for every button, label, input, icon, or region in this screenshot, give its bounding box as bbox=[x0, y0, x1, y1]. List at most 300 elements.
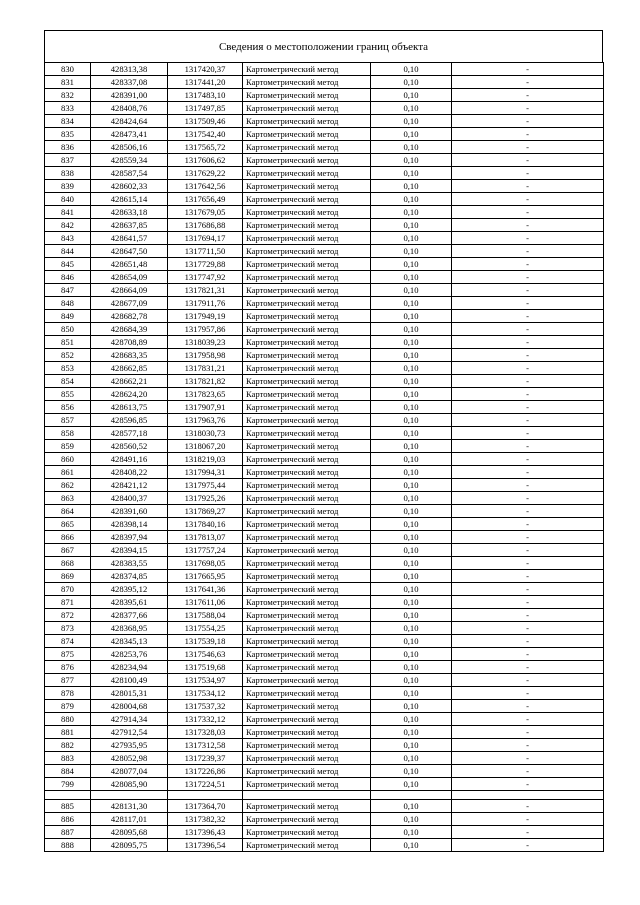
method-cell: Картометрический метод bbox=[243, 700, 371, 713]
y-coordinate-cell: 1317226,86 bbox=[168, 765, 243, 778]
method-cell: Картометрический метод bbox=[243, 180, 371, 193]
y-coordinate-cell: 1318039,23 bbox=[168, 336, 243, 349]
x-coordinate-cell: 428683,35 bbox=[91, 349, 168, 362]
table-row bbox=[45, 271, 604, 284]
accuracy-cell: 0,10 bbox=[371, 713, 452, 726]
accuracy-cell: 0,10 bbox=[371, 505, 452, 518]
x-coordinate-cell: 428647,50 bbox=[91, 245, 168, 258]
x-coordinate-cell: 428613,75 bbox=[91, 401, 168, 414]
table-row bbox=[45, 180, 604, 193]
y-coordinate-cell: 1317747,92 bbox=[168, 271, 243, 284]
method-cell: Картометрический метод bbox=[243, 102, 371, 115]
x-coordinate-cell: 428624,20 bbox=[91, 388, 168, 401]
x-coordinate-cell: 428602,33 bbox=[91, 180, 168, 193]
accuracy-cell: 0,10 bbox=[371, 154, 452, 167]
method-cell: Картометрический метод bbox=[243, 570, 371, 583]
point-number-cell: 861 bbox=[45, 466, 91, 479]
description-cell: - bbox=[452, 193, 604, 206]
x-coordinate-cell: 428117,01 bbox=[91, 813, 168, 826]
point-number-cell: 840 bbox=[45, 193, 91, 206]
y-coordinate-cell: 1317711,50 bbox=[168, 245, 243, 258]
y-coordinate-cell: 1317565,72 bbox=[168, 141, 243, 154]
y-coordinate-cell: 1317537,32 bbox=[168, 700, 243, 713]
accuracy-cell: 0,10 bbox=[371, 839, 452, 852]
description-cell: - bbox=[452, 518, 604, 531]
description-cell: - bbox=[452, 505, 604, 518]
empty-cell bbox=[168, 791, 243, 800]
description-cell: - bbox=[452, 479, 604, 492]
point-number-cell: 874 bbox=[45, 635, 91, 648]
method-cell: Картометрический метод bbox=[243, 531, 371, 544]
description-cell: - bbox=[452, 713, 604, 726]
table-row bbox=[45, 739, 604, 752]
point-number-cell: 866 bbox=[45, 531, 91, 544]
x-coordinate-cell: 428708,89 bbox=[91, 336, 168, 349]
accuracy-cell: 0,10 bbox=[371, 778, 452, 791]
description-cell: - bbox=[452, 453, 604, 466]
x-coordinate-cell: 428654,09 bbox=[91, 271, 168, 284]
y-coordinate-cell: 1317534,97 bbox=[168, 674, 243, 687]
y-coordinate-cell: 1317831,21 bbox=[168, 362, 243, 375]
description-cell: - bbox=[452, 76, 604, 89]
description-cell: - bbox=[452, 700, 604, 713]
accuracy-cell: 0,10 bbox=[371, 826, 452, 839]
x-coordinate-cell: 428677,09 bbox=[91, 297, 168, 310]
method-cell: Картометрический метод bbox=[243, 583, 371, 596]
table-row bbox=[45, 674, 604, 687]
point-number-cell: 830 bbox=[45, 63, 91, 76]
description-cell: - bbox=[452, 154, 604, 167]
point-number-cell: 845 bbox=[45, 258, 91, 271]
y-coordinate-cell: 1317546,63 bbox=[168, 648, 243, 661]
table-row bbox=[45, 518, 604, 531]
description-cell: - bbox=[452, 245, 604, 258]
table-row bbox=[45, 752, 604, 765]
table-row bbox=[45, 466, 604, 479]
table-row bbox=[45, 635, 604, 648]
x-coordinate-cell: 428337,08 bbox=[91, 76, 168, 89]
point-number-cell: 877 bbox=[45, 674, 91, 687]
method-cell: Картометрический метод bbox=[243, 648, 371, 661]
accuracy-cell: 0,10 bbox=[371, 531, 452, 544]
y-coordinate-cell: 1317957,86 bbox=[168, 323, 243, 336]
y-coordinate-cell: 1317958,98 bbox=[168, 349, 243, 362]
accuracy-cell: 0,10 bbox=[371, 800, 452, 813]
y-coordinate-cell: 1317509,46 bbox=[168, 115, 243, 128]
point-number-cell: 846 bbox=[45, 271, 91, 284]
x-coordinate-cell: 428408,76 bbox=[91, 102, 168, 115]
x-coordinate-cell: 428131,30 bbox=[91, 800, 168, 813]
description-cell: - bbox=[452, 297, 604, 310]
description-cell: - bbox=[452, 674, 604, 687]
point-number-cell: 832 bbox=[45, 89, 91, 102]
point-number-cell: 859 bbox=[45, 440, 91, 453]
empty-cell bbox=[452, 791, 604, 800]
table-row bbox=[45, 687, 604, 700]
table-row bbox=[45, 440, 604, 453]
description-cell: - bbox=[452, 232, 604, 245]
accuracy-cell: 0,10 bbox=[371, 206, 452, 219]
table-row bbox=[45, 310, 604, 323]
y-coordinate-cell: 1317519,68 bbox=[168, 661, 243, 674]
point-number-cell: 855 bbox=[45, 388, 91, 401]
method-cell: Картометрический метод bbox=[243, 336, 371, 349]
x-coordinate-cell: 428374,85 bbox=[91, 570, 168, 583]
y-coordinate-cell: 1318219,03 bbox=[168, 453, 243, 466]
x-coordinate-cell: 428633,18 bbox=[91, 206, 168, 219]
point-number-cell: 862 bbox=[45, 479, 91, 492]
method-cell: Картометрический метод bbox=[243, 765, 371, 778]
method-cell: Картометрический метод bbox=[243, 115, 371, 128]
x-coordinate-cell: 428682,78 bbox=[91, 310, 168, 323]
y-coordinate-cell: 1317729,88 bbox=[168, 258, 243, 271]
x-coordinate-cell: 428015,31 bbox=[91, 687, 168, 700]
accuracy-cell: 0,10 bbox=[371, 544, 452, 557]
description-cell: - bbox=[452, 466, 604, 479]
x-coordinate-cell: 428234,94 bbox=[91, 661, 168, 674]
y-coordinate-cell: 1317382,32 bbox=[168, 813, 243, 826]
empty-cell bbox=[45, 791, 91, 800]
table-row bbox=[45, 557, 604, 570]
y-coordinate-cell: 1317534,12 bbox=[168, 687, 243, 700]
method-cell: Картометрический метод bbox=[243, 778, 371, 791]
x-coordinate-cell: 428641,57 bbox=[91, 232, 168, 245]
y-coordinate-cell: 1317224,51 bbox=[168, 778, 243, 791]
point-number-cell: 870 bbox=[45, 583, 91, 596]
point-number-cell: 852 bbox=[45, 349, 91, 362]
description-cell: - bbox=[452, 531, 604, 544]
description-cell: - bbox=[452, 752, 604, 765]
description-cell: - bbox=[452, 115, 604, 128]
method-cell: Картометрический метод bbox=[243, 622, 371, 635]
x-coordinate-cell: 428095,68 bbox=[91, 826, 168, 839]
description-cell: - bbox=[452, 167, 604, 180]
method-cell: Картометрический метод bbox=[243, 258, 371, 271]
accuracy-cell: 0,10 bbox=[371, 739, 452, 752]
accuracy-cell: 0,10 bbox=[371, 440, 452, 453]
y-coordinate-cell: 1317694,17 bbox=[168, 232, 243, 245]
method-cell: Картометрический метод bbox=[243, 635, 371, 648]
accuracy-cell: 0,10 bbox=[371, 63, 452, 76]
accuracy-cell: 0,10 bbox=[371, 700, 452, 713]
x-coordinate-cell: 428398,14 bbox=[91, 518, 168, 531]
method-cell: Картометрический метод bbox=[243, 388, 371, 401]
table-row bbox=[45, 427, 604, 440]
accuracy-cell: 0,10 bbox=[371, 388, 452, 401]
description-cell: - bbox=[452, 362, 604, 375]
table-row bbox=[45, 375, 604, 388]
method-cell: Картометрический метод bbox=[243, 800, 371, 813]
y-coordinate-cell: 1317332,12 bbox=[168, 713, 243, 726]
table-row bbox=[45, 128, 604, 141]
table-row bbox=[45, 596, 604, 609]
point-number-cell: 856 bbox=[45, 401, 91, 414]
table-row bbox=[45, 661, 604, 674]
point-number-cell: 869 bbox=[45, 570, 91, 583]
point-number-cell: 873 bbox=[45, 622, 91, 635]
accuracy-cell: 0,10 bbox=[371, 297, 452, 310]
empty-cell bbox=[91, 791, 168, 800]
description-cell: - bbox=[452, 271, 604, 284]
method-cell: Картометрический метод bbox=[243, 466, 371, 479]
method-cell: Картометрический метод bbox=[243, 284, 371, 297]
x-coordinate-cell: 428400,37 bbox=[91, 492, 168, 505]
description-cell: - bbox=[452, 544, 604, 557]
y-coordinate-cell: 1317994,31 bbox=[168, 466, 243, 479]
description-cell: - bbox=[452, 839, 604, 852]
description-cell: - bbox=[452, 427, 604, 440]
x-coordinate-cell: 428651,48 bbox=[91, 258, 168, 271]
point-number-cell: 871 bbox=[45, 596, 91, 609]
method-cell: Картометрический метод bbox=[243, 362, 371, 375]
method-cell: Картометрический метод bbox=[243, 271, 371, 284]
y-coordinate-cell: 1317665,95 bbox=[168, 570, 243, 583]
description-cell: - bbox=[452, 661, 604, 674]
x-coordinate-cell: 428377,66 bbox=[91, 609, 168, 622]
accuracy-cell: 0,10 bbox=[371, 427, 452, 440]
method-cell: Картометрический метод bbox=[243, 674, 371, 687]
accuracy-cell: 0,10 bbox=[371, 583, 452, 596]
description-cell: - bbox=[452, 323, 604, 336]
description-cell: - bbox=[452, 687, 604, 700]
accuracy-cell: 0,10 bbox=[371, 128, 452, 141]
y-coordinate-cell: 1317483,10 bbox=[168, 89, 243, 102]
description-cell: - bbox=[452, 570, 604, 583]
x-coordinate-cell: 428421,12 bbox=[91, 479, 168, 492]
x-coordinate-cell: 428100,49 bbox=[91, 674, 168, 687]
point-number-cell: 863 bbox=[45, 492, 91, 505]
description-cell: - bbox=[452, 739, 604, 752]
table-row bbox=[45, 206, 604, 219]
y-coordinate-cell: 1317420,37 bbox=[168, 63, 243, 76]
point-number-cell: 847 bbox=[45, 284, 91, 297]
x-coordinate-cell: 428587,54 bbox=[91, 167, 168, 180]
method-cell: Картометрический метод bbox=[243, 492, 371, 505]
x-coordinate-cell: 428662,85 bbox=[91, 362, 168, 375]
table-row bbox=[45, 826, 604, 839]
table-row bbox=[45, 570, 604, 583]
table-row bbox=[45, 219, 604, 232]
point-number-cell: 851 bbox=[45, 336, 91, 349]
x-coordinate-cell: 428391,60 bbox=[91, 505, 168, 518]
point-number-cell: 838 bbox=[45, 167, 91, 180]
point-number-cell: 833 bbox=[45, 102, 91, 115]
y-coordinate-cell: 1317641,36 bbox=[168, 583, 243, 596]
point-number-cell: 875 bbox=[45, 648, 91, 661]
accuracy-cell: 0,10 bbox=[371, 752, 452, 765]
y-coordinate-cell: 1317821,82 bbox=[168, 375, 243, 388]
point-number-cell: 853 bbox=[45, 362, 91, 375]
method-cell: Картометрический метод bbox=[243, 518, 371, 531]
description-cell: - bbox=[452, 440, 604, 453]
accuracy-cell: 0,10 bbox=[371, 102, 452, 115]
table-row bbox=[45, 800, 604, 813]
description-cell: - bbox=[452, 557, 604, 570]
table-row bbox=[45, 778, 604, 791]
x-coordinate-cell: 428408,22 bbox=[91, 466, 168, 479]
y-coordinate-cell: 1318030,73 bbox=[168, 427, 243, 440]
method-cell: Картометрический метод bbox=[243, 726, 371, 739]
accuracy-cell: 0,10 bbox=[371, 180, 452, 193]
y-coordinate-cell: 1317642,56 bbox=[168, 180, 243, 193]
y-coordinate-cell: 1317911,76 bbox=[168, 297, 243, 310]
accuracy-cell: 0,10 bbox=[371, 76, 452, 89]
method-cell: Картометрический метод bbox=[243, 479, 371, 492]
x-coordinate-cell: 428004,68 bbox=[91, 700, 168, 713]
table-row bbox=[45, 492, 604, 505]
y-coordinate-cell: 1317925,26 bbox=[168, 492, 243, 505]
y-coordinate-cell: 1317907,91 bbox=[168, 401, 243, 414]
method-cell: Картометрический метод bbox=[243, 232, 371, 245]
contour-separator-row bbox=[45, 791, 604, 800]
method-cell: Картометрический метод bbox=[243, 739, 371, 752]
table-row bbox=[45, 232, 604, 245]
table-row bbox=[45, 765, 604, 778]
accuracy-cell: 0,10 bbox=[371, 726, 452, 739]
x-coordinate-cell: 428391,00 bbox=[91, 89, 168, 102]
accuracy-cell: 0,10 bbox=[371, 115, 452, 128]
description-cell: - bbox=[452, 180, 604, 193]
description-cell: - bbox=[452, 102, 604, 115]
accuracy-cell: 0,10 bbox=[371, 245, 452, 258]
description-cell: - bbox=[452, 89, 604, 102]
y-coordinate-cell: 1317949,19 bbox=[168, 310, 243, 323]
point-number-cell: 848 bbox=[45, 297, 91, 310]
y-coordinate-cell: 1317869,27 bbox=[168, 505, 243, 518]
accuracy-cell: 0,10 bbox=[371, 687, 452, 700]
table-row bbox=[45, 388, 604, 401]
empty-cell bbox=[371, 791, 452, 800]
accuracy-cell: 0,10 bbox=[371, 596, 452, 609]
description-cell: - bbox=[452, 375, 604, 388]
x-coordinate-cell: 428560,52 bbox=[91, 440, 168, 453]
table-row bbox=[45, 622, 604, 635]
y-coordinate-cell: 1317312,58 bbox=[168, 739, 243, 752]
method-cell: Картометрический метод bbox=[243, 826, 371, 839]
point-number-cell: 842 bbox=[45, 219, 91, 232]
point-number-cell: 839 bbox=[45, 180, 91, 193]
y-coordinate-cell: 1317963,76 bbox=[168, 414, 243, 427]
point-number-cell: 854 bbox=[45, 375, 91, 388]
table-row bbox=[45, 102, 604, 115]
method-cell: Картометрический метод bbox=[243, 245, 371, 258]
description-cell: - bbox=[452, 310, 604, 323]
table-row bbox=[45, 648, 604, 661]
table-row bbox=[45, 544, 604, 557]
method-cell: Картометрический метод bbox=[243, 297, 371, 310]
y-coordinate-cell: 1317554,25 bbox=[168, 622, 243, 635]
accuracy-cell: 0,10 bbox=[371, 401, 452, 414]
description-cell: - bbox=[452, 349, 604, 362]
y-coordinate-cell: 1317497,85 bbox=[168, 102, 243, 115]
y-coordinate-cell: 1317239,37 bbox=[168, 752, 243, 765]
description-cell: - bbox=[452, 414, 604, 427]
point-number-cell: 885 bbox=[45, 800, 91, 813]
table-row bbox=[45, 245, 604, 258]
y-coordinate-cell: 1317611,06 bbox=[168, 596, 243, 609]
table-row bbox=[45, 141, 604, 154]
table-row bbox=[45, 609, 604, 622]
point-number-cell: 849 bbox=[45, 310, 91, 323]
method-cell: Картометрический метод bbox=[243, 557, 371, 570]
method-cell: Картометрический метод bbox=[243, 219, 371, 232]
table-row bbox=[45, 284, 604, 297]
point-number-cell: 835 bbox=[45, 128, 91, 141]
point-number-cell: 850 bbox=[45, 323, 91, 336]
accuracy-cell: 0,10 bbox=[371, 323, 452, 336]
method-cell: Картометрический метод bbox=[243, 813, 371, 826]
point-number-cell: 836 bbox=[45, 141, 91, 154]
y-coordinate-cell: 1317840,16 bbox=[168, 518, 243, 531]
empty-cell bbox=[243, 791, 371, 800]
y-coordinate-cell: 1317975,44 bbox=[168, 479, 243, 492]
point-number-cell: 843 bbox=[45, 232, 91, 245]
description-cell: - bbox=[452, 128, 604, 141]
accuracy-cell: 0,10 bbox=[371, 414, 452, 427]
point-number-cell: 860 bbox=[45, 453, 91, 466]
x-coordinate-cell: 428085,90 bbox=[91, 778, 168, 791]
x-coordinate-cell: 428383,55 bbox=[91, 557, 168, 570]
y-coordinate-cell: 1317396,54 bbox=[168, 839, 243, 852]
table-row bbox=[45, 531, 604, 544]
method-cell: Картометрический метод bbox=[243, 427, 371, 440]
x-coordinate-cell: 428473,41 bbox=[91, 128, 168, 141]
table-row bbox=[45, 362, 604, 375]
y-coordinate-cell: 1317679,05 bbox=[168, 206, 243, 219]
accuracy-cell: 0,10 bbox=[371, 648, 452, 661]
description-cell: - bbox=[452, 219, 604, 232]
point-number-cell: 841 bbox=[45, 206, 91, 219]
accuracy-cell: 0,10 bbox=[371, 570, 452, 583]
accuracy-cell: 0,10 bbox=[371, 258, 452, 271]
x-coordinate-cell: 427914,34 bbox=[91, 713, 168, 726]
point-number-cell: 886 bbox=[45, 813, 91, 826]
table-row bbox=[45, 813, 604, 826]
point-number-cell: 879 bbox=[45, 700, 91, 713]
point-number-cell: 872 bbox=[45, 609, 91, 622]
method-cell: Картометрический метод bbox=[243, 440, 371, 453]
point-number-cell: 858 bbox=[45, 427, 91, 440]
x-coordinate-cell: 428395,61 bbox=[91, 596, 168, 609]
point-number-cell: 837 bbox=[45, 154, 91, 167]
accuracy-cell: 0,10 bbox=[371, 219, 452, 232]
point-number-cell: 799 bbox=[45, 778, 91, 791]
x-coordinate-cell: 428637,85 bbox=[91, 219, 168, 232]
point-number-cell: 864 bbox=[45, 505, 91, 518]
x-coordinate-cell: 428577,18 bbox=[91, 427, 168, 440]
method-cell: Картометрический метод bbox=[243, 141, 371, 154]
table-title: Сведения о местоположении границ объекта bbox=[44, 30, 603, 62]
x-coordinate-cell: 428394,15 bbox=[91, 544, 168, 557]
accuracy-cell: 0,10 bbox=[371, 362, 452, 375]
y-coordinate-cell: 1317542,40 bbox=[168, 128, 243, 141]
y-coordinate-cell: 1317821,31 bbox=[168, 284, 243, 297]
method-cell: Картометрический метод bbox=[243, 752, 371, 765]
point-number-cell: 865 bbox=[45, 518, 91, 531]
point-number-cell: 857 bbox=[45, 414, 91, 427]
table-row bbox=[45, 297, 604, 310]
x-coordinate-cell: 427912,54 bbox=[91, 726, 168, 739]
accuracy-cell: 0,10 bbox=[371, 609, 452, 622]
table-row bbox=[45, 258, 604, 271]
description-cell: - bbox=[452, 778, 604, 791]
description-cell: - bbox=[452, 401, 604, 414]
accuracy-cell: 0,10 bbox=[371, 141, 452, 154]
x-coordinate-cell: 428662,21 bbox=[91, 375, 168, 388]
point-number-cell: 878 bbox=[45, 687, 91, 700]
method-cell: Картометрический метод bbox=[243, 505, 371, 518]
point-number-cell: 884 bbox=[45, 765, 91, 778]
